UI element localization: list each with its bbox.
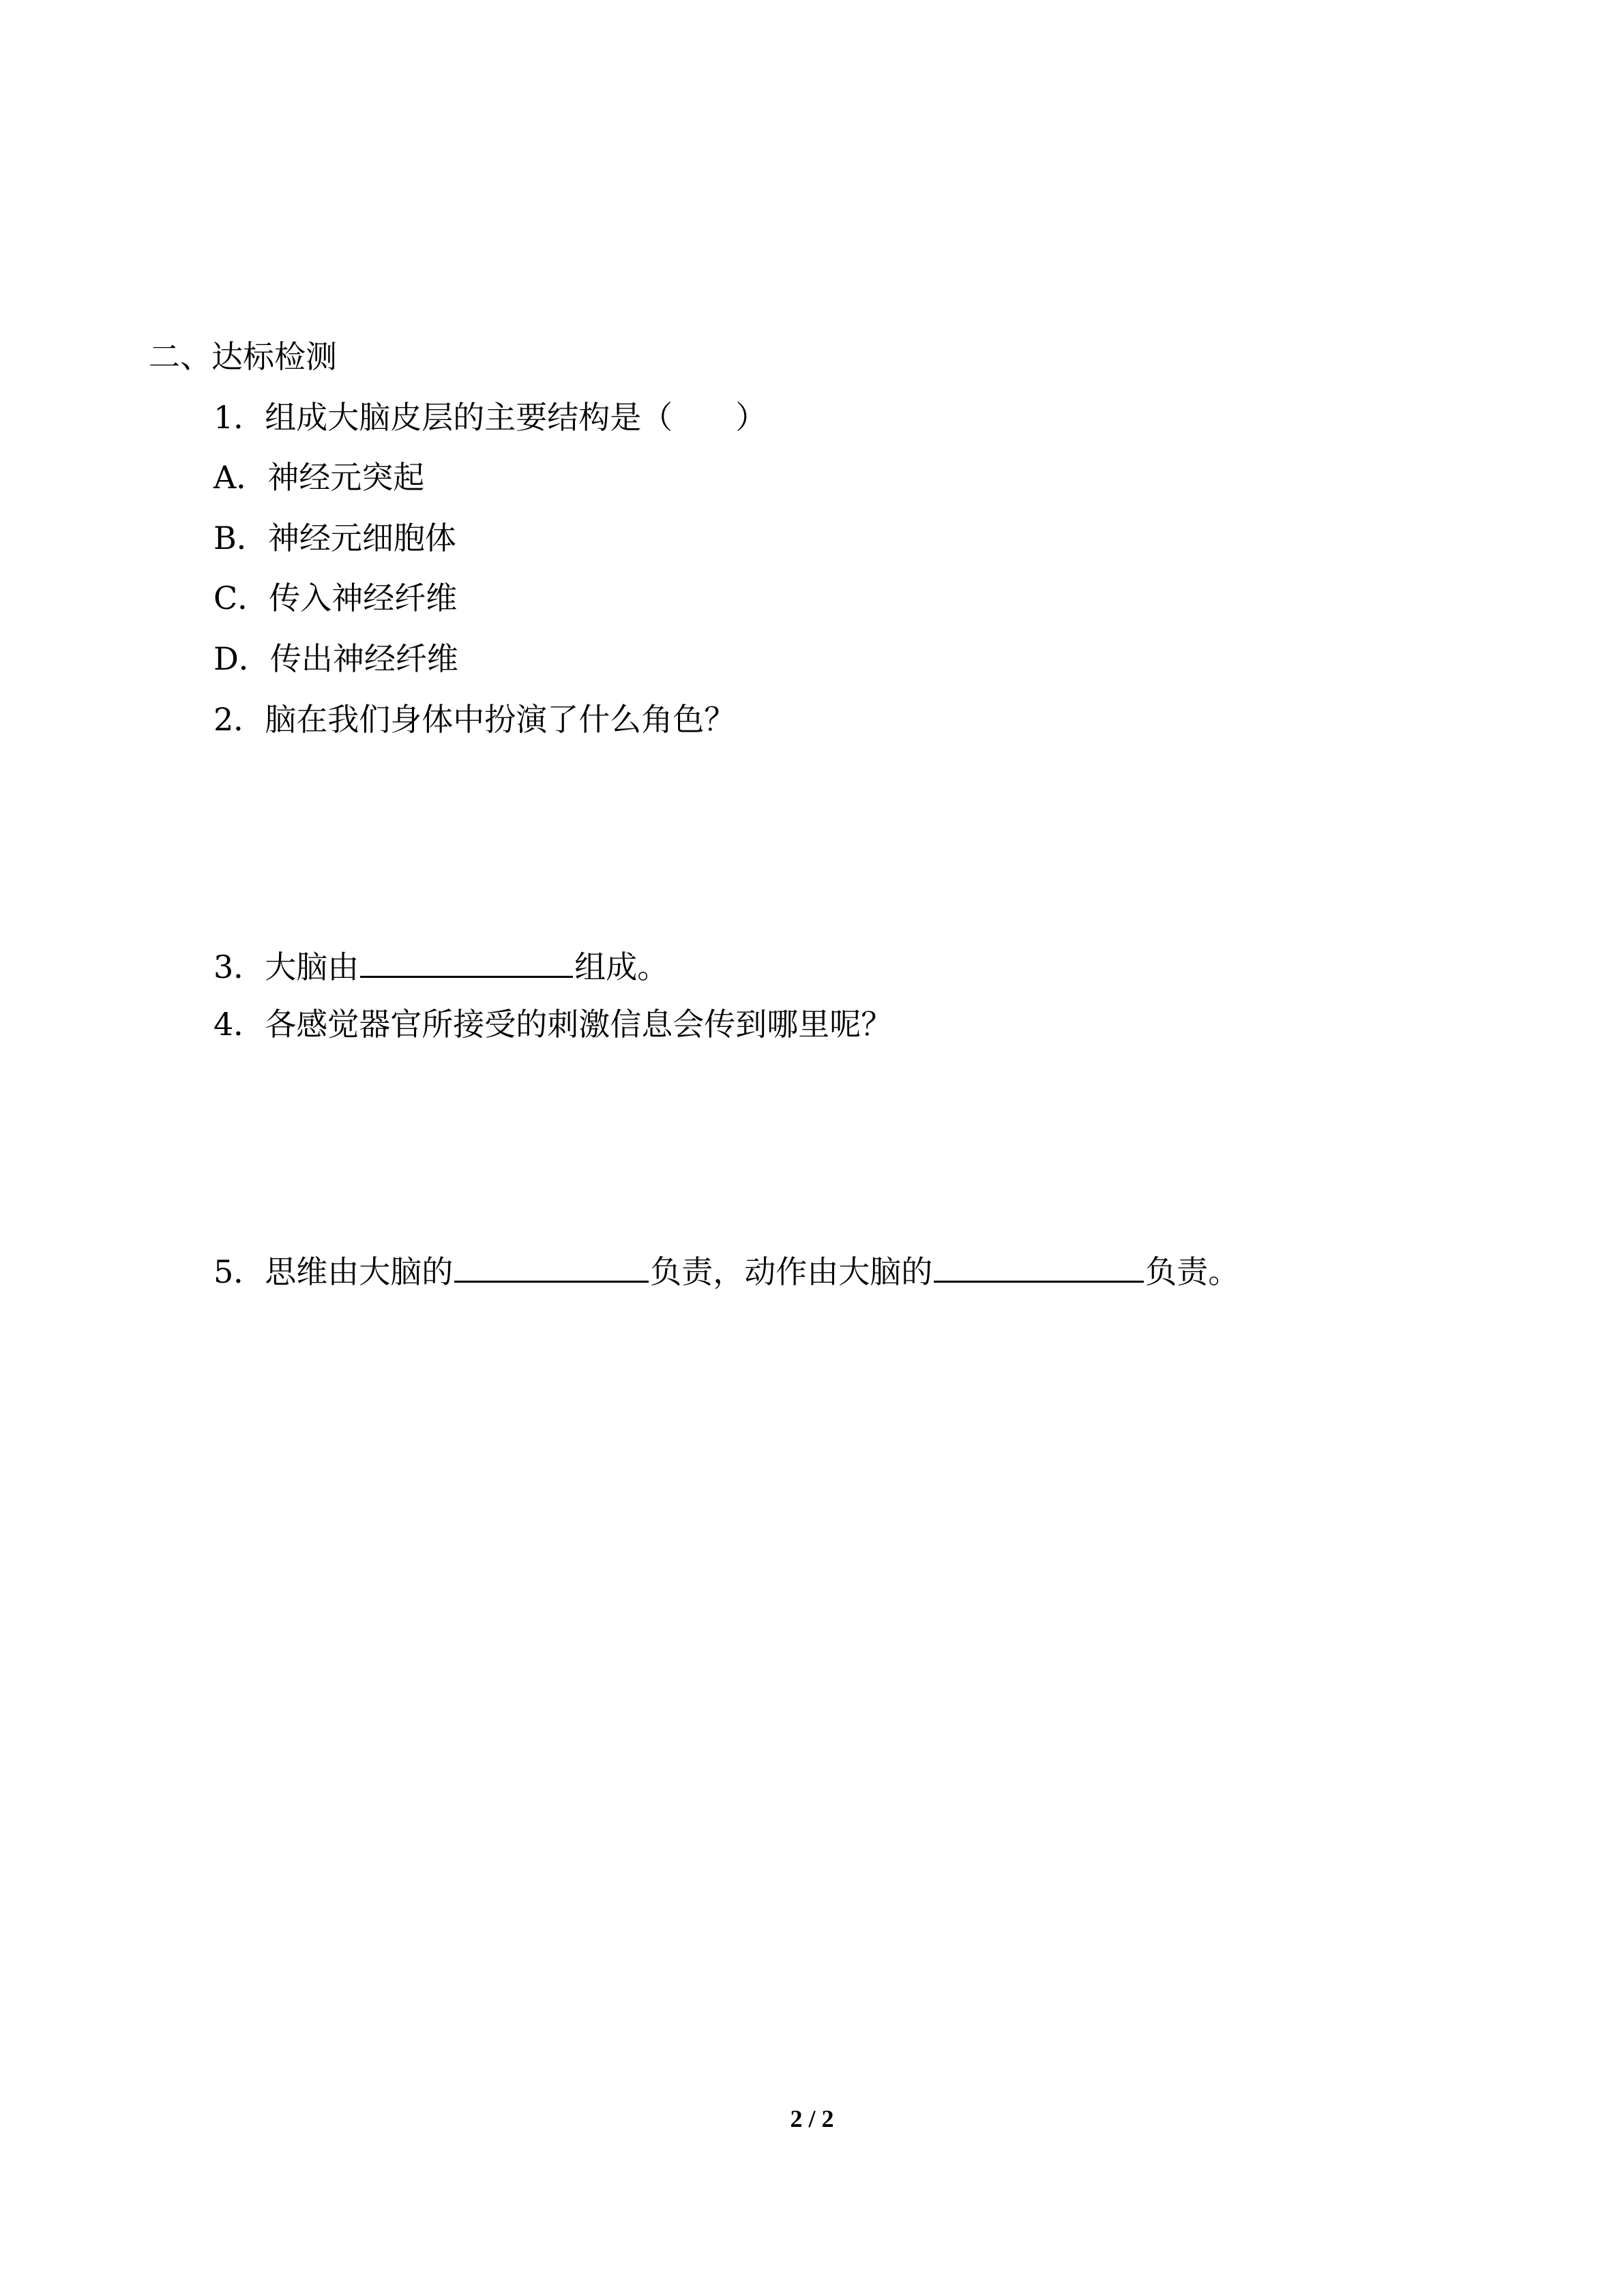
question-1-option-b bbox=[213, 519, 456, 557]
question-5 bbox=[213, 1249, 1239, 1291]
question-4-text: 各感觉器官所接受的刺激信息会传到哪里呢？ bbox=[265, 1006, 893, 1043]
option-b-text: 神经元细胞体 bbox=[267, 520, 456, 556]
option-a-letter: A． bbox=[213, 459, 268, 496]
question-1-number: 1． bbox=[213, 399, 265, 436]
option-c-letter: C． bbox=[213, 580, 269, 616]
question-3 bbox=[213, 944, 668, 986]
question-5-answer-blank-2[interactable] bbox=[934, 1249, 1144, 1283]
question-4 bbox=[213, 1005, 892, 1043]
question-5-number: 5． bbox=[213, 1253, 265, 1290]
question-2-number: 2． bbox=[213, 701, 265, 738]
question-3-text-after: 组成。 bbox=[574, 949, 669, 985]
option-b-letter: B． bbox=[213, 520, 268, 556]
question-3-text-before: 大脑由 bbox=[265, 949, 359, 985]
question-1-option-d bbox=[213, 640, 458, 678]
question-2 bbox=[213, 700, 735, 739]
page-number: 2 / 2 bbox=[790, 2105, 834, 2132]
question-3-number: 3． bbox=[213, 949, 265, 985]
option-d-text: 传出神经纤维 bbox=[269, 640, 458, 677]
option-a-text: 神经元突起 bbox=[267, 459, 425, 496]
option-c-text: 传入神经纤维 bbox=[269, 580, 458, 616]
question-5-answer-blank-1[interactable] bbox=[454, 1249, 649, 1283]
question-5-text-part1: 思维由大脑的 bbox=[265, 1253, 454, 1290]
section-heading bbox=[149, 338, 337, 376]
question-1-option-c bbox=[213, 579, 457, 617]
question-4-number: 4． bbox=[213, 1006, 265, 1043]
question-1 bbox=[213, 398, 767, 436]
question-5-text-part2: 负责，动作由大脑的 bbox=[650, 1253, 933, 1290]
question-1-option-a bbox=[213, 458, 424, 496]
section-heading-text: 二、达标检测 bbox=[149, 338, 337, 375]
option-d-letter: D． bbox=[213, 640, 270, 677]
question-2-text: 脑在我们身体中扮演了什么角色？ bbox=[265, 701, 736, 738]
question-1-text: 组成大脑皮层的主要结构是（ ） bbox=[265, 399, 767, 436]
question-3-answer-blank[interactable] bbox=[360, 944, 573, 978]
question-5-text-part3: 负责。 bbox=[1145, 1253, 1240, 1290]
